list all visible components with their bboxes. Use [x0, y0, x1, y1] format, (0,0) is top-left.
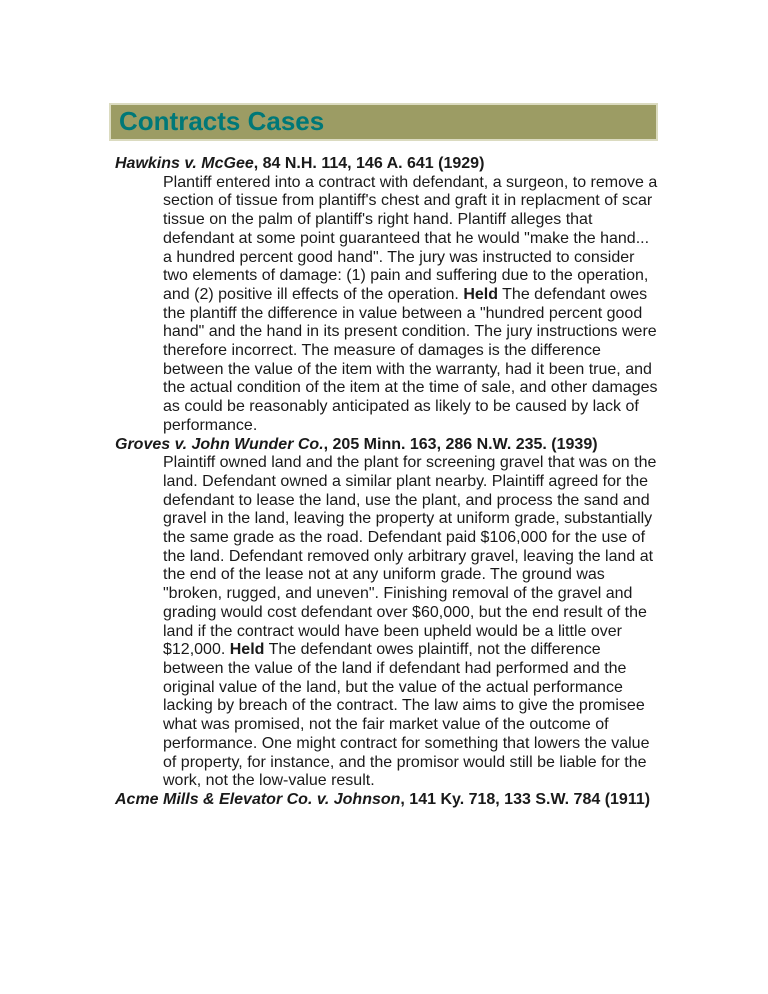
case-block [115, 436, 661, 791]
case-header [115, 155, 661, 174]
case-citation: , 141 Ky. 718, 133 S.W. 784 (1911) [400, 790, 651, 808]
cases-list [115, 155, 661, 810]
case-summary-text: Plantiff entered into a contract with defendant, a surgeon, to remove a section of tissue from plantiff's chest and graft it in replacment of scar tissue on the palm of plantiff's right hand. Plantiff alleges that defendant at some point guaranteed that he would "make the hand... a hundred percent good hand". The jury was instructed to consider two elements of damage: (1) pain and suffering due to the operation, and (2) positive ill effects of the operation. [163, 173, 658, 303]
case-name: Acme Mills & Elevator Co. v. Johnson [115, 790, 401, 808]
case-name: Groves v. John Wunder Co. [115, 435, 324, 453]
case-citation: , 84 N.H. 114, 146 A. 641 (1929) [253, 155, 485, 172]
case-summary [115, 454, 661, 791]
case-block [115, 791, 661, 810]
held-label: Held [463, 285, 498, 303]
held-label: Held [229, 641, 265, 659]
case-header [115, 436, 661, 455]
page-title: Contracts Cases [119, 106, 325, 136]
case-citation: , 205 Minn. 163, 286 N.W. 235. (1939) [323, 435, 598, 453]
case-name: Hawkins v. McGee [115, 155, 254, 172]
case-summary [115, 174, 661, 436]
title-bar [109, 103, 658, 141]
case-block [115, 155, 661, 436]
case-summary-text: The defendant owes the plantiff the difference in value between a "hundred percent good hand" and the hand in its present condition. The jury instructions were therefore incorrect. The measure of damages is the difference between the value of the item with the warranty, had it been true, and the actual condition of the item at the time of sale, and other damages as could be reasonably anticipated as likely to be caused by lack of performance. [163, 285, 658, 434]
case-summary-text: Plaintiff owned land and the plant for screening gravel that was on the land. Defendant owned a similar plant nearby. Plaintiff agreed for the defendant to lease the land, use the plant, and process the sand and gravel in the land, leaving the property at uniform grade, substantially the same grade as the road. Defendant paid $106,000 for the use of the land. Defendant removed only arbitrary gravel, leaving the land at the end of the lease not at any uniform grade. The ground was "broken, rugged, and uneven". Finishing removal of the gravel and grading would cost defendant over $60,000, but the end result of the land if the contract would have been upheld would be a little over $12,000. [163, 454, 657, 659]
case-header [115, 791, 661, 810]
case-summary-text: The defendant owes plaintiff, not the difference between the value of the land if defendant had performed and the original value of the land, but the value of the actual performance lacking by breach of the contract. The law aims to give the promisee what was promised, not the fair market value of the outcome of performance. One might contract for something that lowers the value of property, for instance, and the promisor would still be liable for the work, not the low-value result. [163, 641, 650, 790]
